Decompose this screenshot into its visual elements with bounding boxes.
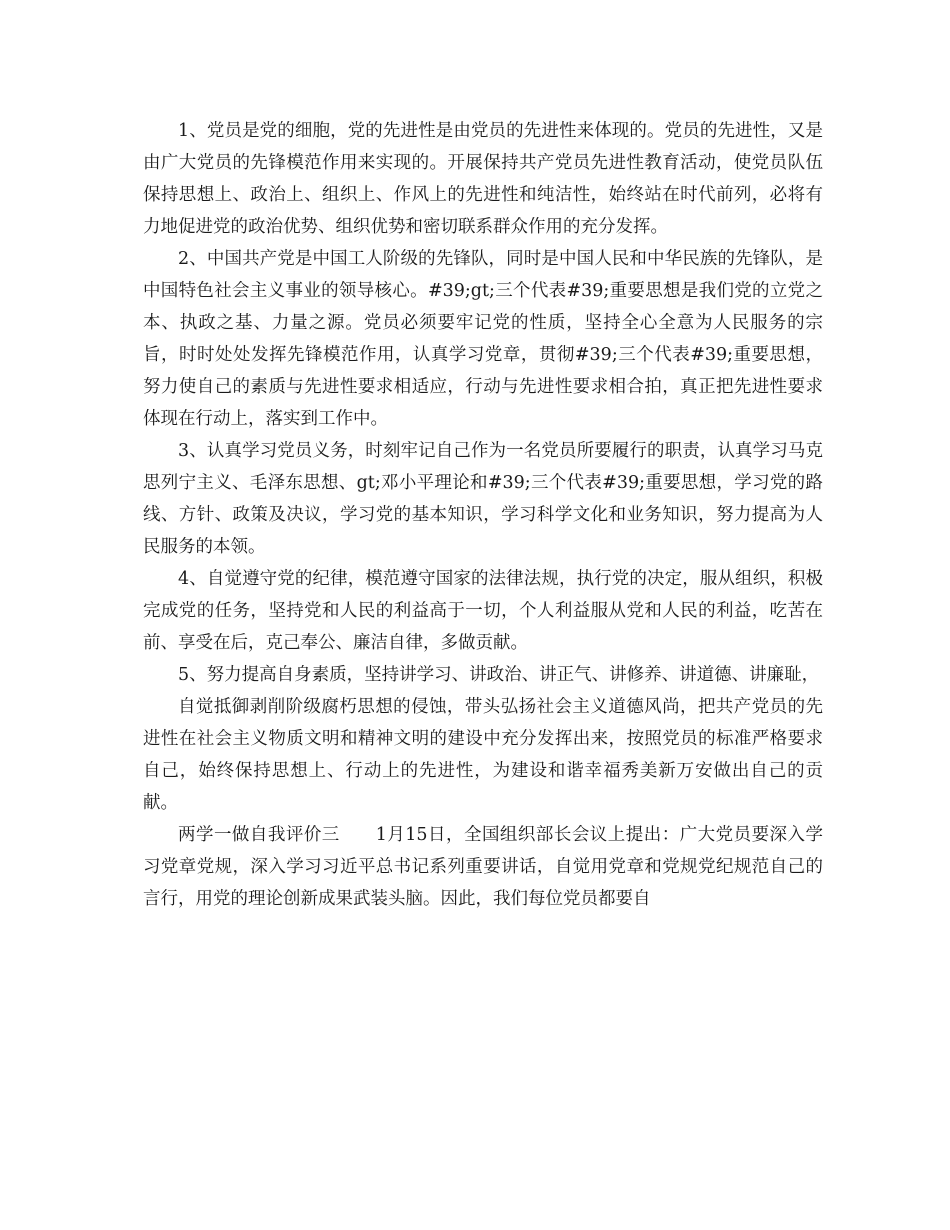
paragraph-1: 1、党员是党的细胞，党的先进性是由党员的先进性来体现的。党员的先进性，又是由广大党员的先锋模范作用来实现的。开展保持共产党员先进性教育活动，使党员队伍保持思想上、政治上、组织上、作风上的先进性和纯洁性，始终站在时代前列，必将有力地促进党的政治优势、组织优势和密切联系群众作用的充分发挥。 [143, 121, 823, 237]
paragraph-5: 5、努力提高自身素质，坚持讲学习、讲政治、讲正气、讲修养、讲道德、讲廉耻， [178, 665, 820, 685]
document-body [143, 115, 823, 915]
paragraph-3: 3、认真学习党员义务，时刻牢记自己作为一名党员所要履行的职责，认真学习马克思列宁主义、毛泽东思想、gt;邓小平理论和#39;三个代表#39;重要思想，学习党的路线、方针、政策及决议，学习党的基本知识，学习科学文化和业务知识，努力提高为人民服务的本领。 [143, 441, 823, 557]
paragraph-2: 2、中国共产党是中国工人阶级的先锋队，同时是中国人民和中华民族的先锋队，是中国特色社会主义事业的领导核心。#39;gt;三个代表#39;重要思想是我们党的立党之本、执政之基、力量之源。党员必须要牢记党的性质，坚持全心全意为人民服务的宗旨，时时处处发挥先锋模范作用，认真学习党章，贯彻#39;三个代表#39;重要思想，努力使自己的素质与先进性要求相适应，行动与先进性要求相合拍，真正把先进性要求体现在行动上，落实到工作中。 [143, 249, 823, 429]
paragraph-7: 两学一做自我评价三 1月15日，全国组织部长会议上提出：广大党员要深入学习党章党规，深入学习习近平总书记系列重要讲话，自觉用党章和党规党纪规范自己的言行，用党的理论创新成果武装头脑。因此，我们每位党员都要自 [143, 825, 823, 909]
paragraph-4: 4、自觉遵守党的纪律，模范遵守国家的法律法规，执行党的决定，服从组织，积极完成党的任务，坚持党和人民的利益高于一切，个人利益服从党和人民的利益，吃苦在前、享受在后，克己奉公、廉洁自律，多做贡献。 [143, 569, 823, 653]
paragraph-6: 自觉抵御剥削阶级腐朽思想的侵蚀，带头弘扬社会主义道德风尚，把共产党员的先进性在社会主义物质文明和精神文明的建设中充分发挥出来，按照党员的标准严格要求自己，始终保持思想上、行动上的先进性，为建设和谐幸福秀美新万安做出自己的贡献。 [143, 697, 823, 813]
